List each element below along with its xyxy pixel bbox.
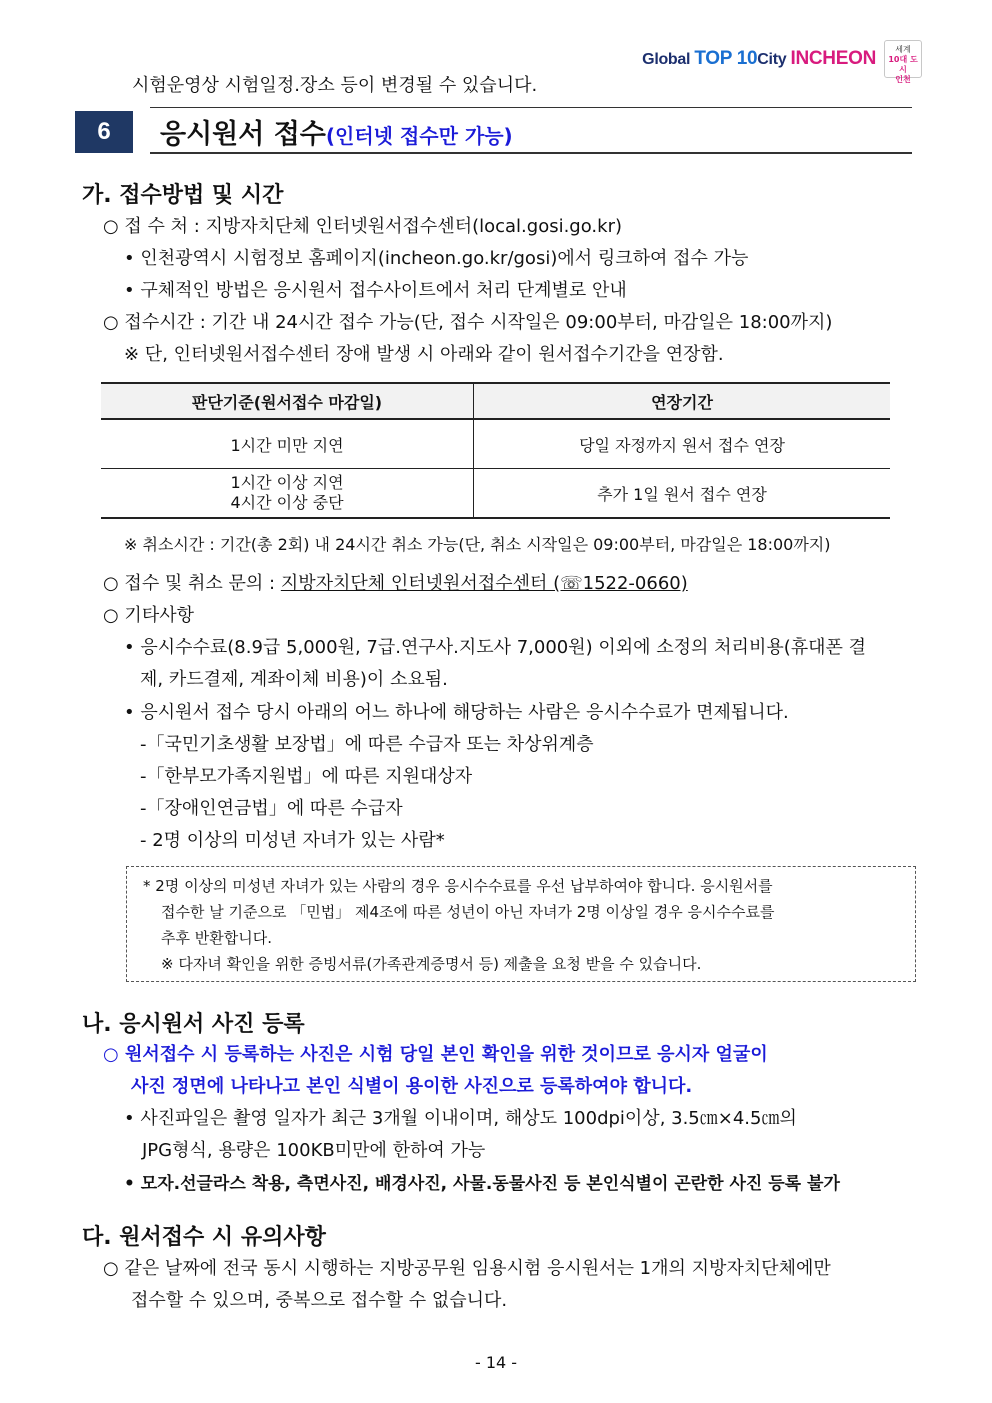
photo-requirement-cont: 사진 정면에 나타나고 본인 식별이 용이한 사진으로 등록하여야 합니다. — [131, 1076, 693, 1097]
bullet-method-guide: • 구체적인 방법은 응시원서 접수사이트에서 처리 단계별로 안내 — [124, 280, 627, 301]
header-logo — [642, 40, 922, 84]
divider-top — [150, 107, 912, 108]
table-row — [101, 469, 890, 519]
intro-text: 시험운영상 시험일정.장소 등이 변경될 수 있습니다. — [132, 75, 538, 96]
note-line: 접수한 날 기준으로 「민법」 제4조에 따른 성년이 아닌 자녀가 2명 이상일 경우 응시수수료를 — [161, 903, 775, 921]
bullet-exemption: • 응시원서 접수 당시 아래의 어느 하나에 해당하는 사람은 응시수수료가 면제됩니다. — [124, 702, 789, 723]
page-number: - 14 - — [474, 1353, 518, 1372]
note-cancel-time: ※ 취소시간 : 기간(총 2회) 내 24시간 취소 가능(단, 취소 시작일은 09:00부터, 마감일은 18:00까지) — [124, 535, 831, 554]
note-line: ※ 다자녀 확인을 위한 증빙서류(가족관계증명서 등) 제출을 요청 받을 수 있습니다. — [161, 955, 702, 973]
divider-section — [150, 152, 912, 154]
bullet-homepage-link: • 인천광역시 시험정보 홈페이지(incheon.go.kr/gosi)에서 링크하여 접수 가능 — [124, 248, 749, 269]
heading-ga: 가. 접수방법 및 시간 — [82, 183, 284, 208]
note-extension: ※ 단, 인터넷원서접수센터 장애 발생 시 아래와 같이 원서접수기간을 연장함. — [124, 344, 724, 365]
caution-line-cont: 접수할 수 있으며, 중복으로 접수할 수 없습니다. — [131, 1290, 508, 1311]
bullet-photo-spec: • 사진파일은 촬영 일자가 최근 3개월 이내이며, 해상도 100dpi이상, 3.5㎝×4.5㎝의 — [124, 1108, 797, 1129]
heading-na: 나. 응시원서 사진 등록 — [82, 1012, 305, 1037]
logo-badge: 세계 10대 도시 인천 — [884, 40, 922, 78]
section-subtitle: (인터넷 접수만 가능) — [325, 124, 513, 148]
list-item: -「한부모가족지원법」에 따른 지원대상자 — [140, 766, 473, 787]
note-line: * 2명 이상의 미성년 자녀가 있는 사람의 경우 응시수수료를 우선 납부하여야 합니다. 응시원서를 — [143, 877, 773, 895]
table-cell: 1시간 미만 지연 — [101, 419, 474, 469]
list-item: -「장애인연금법」에 따른 수급자 — [140, 798, 403, 819]
caution-line: ○ 같은 날짜에 전국 동시 시행하는 지방공무원 임용시험 응시원서는 1개의 지방자치단체에만 — [103, 1258, 831, 1279]
extension-table — [101, 382, 890, 519]
table-cell: 추가 1일 원서 접수 연장 — [474, 469, 891, 519]
section-number: 6 — [75, 111, 133, 153]
bullet-photo-spec-cont: JPG형식, 용량은 100KB미만에 한하여 가능 — [142, 1140, 486, 1161]
table-header: 연장기간 — [474, 383, 891, 419]
item-inquiry: ○ 접수 및 취소 문의 : 지방자치단체 인터넷원서접수센터 (☏1522-0660) — [103, 573, 688, 594]
note-box — [126, 866, 916, 982]
table-cell: 당일 자정까지 원서 접수 연장 — [474, 419, 891, 469]
table-header: 판단기준(원서접수 마감일) — [101, 383, 474, 419]
table-row — [101, 419, 890, 469]
photo-requirement: ○ 원서접수 시 등록하는 사진은 시험 당일 본인 확인을 위한 것이므로 응시자 얼굴이 — [103, 1044, 768, 1065]
list-item: -「국민기초생활 보장법」에 따른 수급자 또는 차상위계층 — [140, 734, 594, 755]
bullet-fee: • 응시수수료(8.9급 5,000원, 7급.연구사.지도사 7,000원) 이외에 소정의 처리비용(휴대폰 결 — [124, 637, 867, 658]
list-item: - 2명 이상의 미성년 자녀가 있는 사람* — [140, 830, 445, 851]
section-title: 응시원서 접수(인터넷 접수만 가능) — [160, 119, 513, 150]
bullet-fee-cont: 제, 카드결제, 계좌이체 비용)이 소요됨. — [140, 669, 448, 690]
inquiry-link[interactable]: 지방자치단체 인터넷원서접수센터 (☏1522-0660) — [280, 573, 688, 594]
item-receipt-time: ○ 접수시간 : 기간 내 24시간 접수 가능(단, 접수 시작일은 09:00부터, 마감일은 18:00까지) — [103, 312, 833, 333]
table-header-row — [101, 383, 890, 419]
logo-wordmark: Global TOP 10City INCHEON — [642, 48, 876, 69]
item-other: ○ 기타사항 — [103, 605, 194, 626]
table-cell: 1시간 이상 지연 4시간 이상 중단 — [101, 469, 474, 519]
item-receipt-place: ○ 접 수 처 : 지방자치단체 인터넷원서접수센터(local.gosi.go.kr) — [103, 216, 622, 237]
heading-da: 다. 원서접수 시 유의사항 — [82, 1225, 326, 1250]
note-line: 추후 반환합니다. — [161, 929, 272, 947]
bullet-photo-prohibited: • 모자.선글라스 착용, 측면사진, 배경사진, 사물.동물사진 등 본인식별이 곤란한 사진 등록 불가 — [124, 1174, 840, 1194]
